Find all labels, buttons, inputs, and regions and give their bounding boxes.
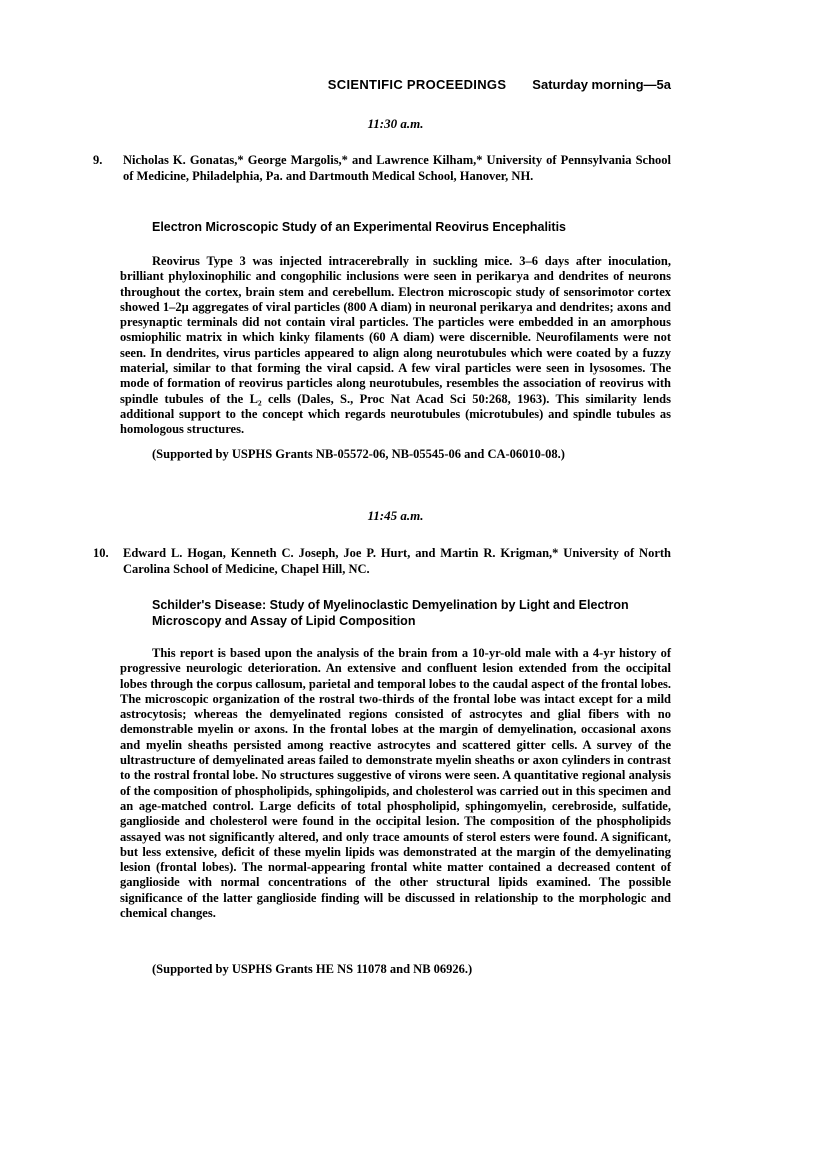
abstract-10-time: 11:45 a.m.: [367, 508, 424, 523]
abstract-9-time: 11:30 a.m.: [367, 116, 424, 131]
abstract-10-body: This report is based upon the analysis of the brain from a 10-yr-old male with a 4-yr history of progressive neurologic deterioration. An extensive and confluent lesion extended from the occipital lobes through the corpus callosum, parietal and temporal lobes to the caudal aspect of the frontal lobes. The microscopic organization of the rostral two-thirds of the frontal lobe was intact except for a mild astrocytosis; whereas the demyelinated regions consisted of astrocytes and glial fibers with no demonstrable myelin or axons. In the frontal lobes at the margin of demyelination, occasional axons and myelin sheaths persisted among reactive astrocytes and scattered gitter cells. A survey of the ultrastructure of demyelinated areas failed to demonstrate myelin sheaths or axon cylinders in contrast to the rostral frontal lobe. No structures suggestive of virons were seen. A quantitative regional analysis of the composition of phospholipids, sphingolipids, and cholesterol was carried out in this specimen and an age-matched control. Large deficits of total phospholipid, sphingomyelin, cerebroside, sulfatide, ganglioside and cholesterol were found in the occipital lesion. The composition of the phospholipids assayed was not significantly altered, and only trace amounts of sterol esters were found. A significant, but less extensive, deficit of these myelin lipids was demonstrated at the margin of the demyelinating lesion (frontal lobes). The normal-appearing frontal white matter contained a decreased content of ganglioside with normal concentrations of the other structural lipids examined. The possible significance of the latter ganglioside finding will be discussed in relationship to the morphologic and chemical changes.: [120, 646, 671, 921]
abstract-9-support: (Supported by USPHS Grants NB-05572-06, NB-05545-06 and CA-06010-08.): [152, 447, 565, 461]
abstract-9-authors: Nicholas K. Gonatas,* George Margolis,* and Lawrence Kilham,* University of Pennsylvania School of Medicine, Philadelphia, Pa. and Dartmouth Medical School, Hanover, NH.: [123, 153, 671, 183]
abstract-10-authors: Edward L. Hogan, Kenneth C. Joseph, Joe P. Hurt, and Martin R. Krigman,* University of North Carolina School of Medicine, Chapel Hill, NC.: [123, 546, 671, 576]
abstract-9-number: 9.: [93, 153, 103, 167]
abstract-9-body-block: [120, 254, 671, 438]
running-header: [120, 77, 671, 95]
abstract-10-support: (Supported by USPHS Grants HE NS 11078 and NB 06926.): [152, 962, 473, 976]
abstract-10-body-block: [120, 646, 671, 921]
abstract-10-number: 10.: [93, 546, 109, 560]
header-session: Saturday morning—5a: [532, 77, 671, 92]
abstract-9-authors-block: [93, 152, 671, 184]
abstract-9-body: Reovirus Type 3 was injected intracerebrally in suckling mice. 3–6 days after inoculation, brilliant phyloxinophilic and congophilic inclusions were seen in perikarya and dendrites of neurons throughout the cortex, brain stem and cerebellum. Electron microscopic study of sensorimotor cortex showed 1–2μ aggregates of viral particles (800 A diam) in neuronal perikarya and dendrites; axons and presynaptic terminals did not contain viral particles. The particles were embedded in an amorphous osmiophilic matrix in which kinky filaments (60 A diam) were discernible. Neurofilaments were not seen. In dendrites, virus particles appeared to align along neurotubules which were coated by a fuzzy material, similar to that forming the viral capsid. A few viral particles were seen in lysosomes. The mode of formation of reovirus particles along neurotubules, resembles the association of reovirus with spindle tubules of the L₂ cells (Dales, S., Proc Nat Acad Sci 50:268, 1963). This similarity lends additional support to the concept which regards neurotubules (microtubules) and spindle tubules as homologous structures.: [120, 254, 671, 437]
abstract-10-authors-block: [93, 545, 671, 577]
abstract-9-title: Electron Microscopic Study of an Experimental Reovirus Encephalitis: [152, 220, 566, 234]
header-section: SCIENTIFIC PROCEEDINGS: [327, 77, 507, 92]
abstract-10-title: Schilder's Disease: Study of Myelinoclastic Demyelination by Light and Electron Microscopy and Assay of Lipid Composition: [152, 598, 629, 628]
